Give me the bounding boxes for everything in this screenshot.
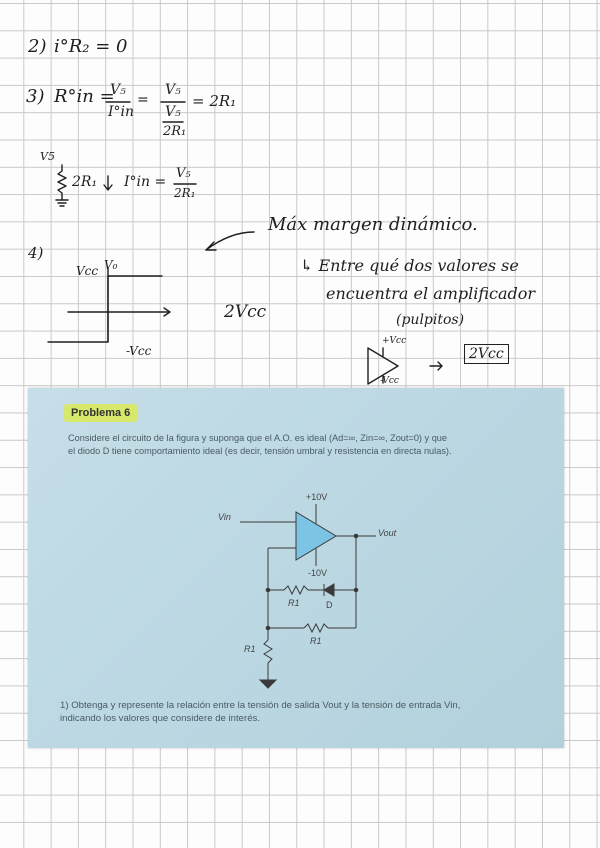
note-max-margin: Máx margen dinámico. (268, 214, 478, 235)
sub3-resistor: 2R₁ (72, 174, 98, 190)
label-vout: Vout (378, 528, 397, 538)
item-3-frac1-den: I°in (108, 104, 135, 120)
opamp-plus-label: +Vcc (382, 336, 407, 346)
handwritten-sketches (0, 0, 600, 390)
label-minus-10v: -10V (308, 568, 328, 578)
note-line-1: ↳ Entre qué dos valores se (300, 256, 519, 275)
item-3-eq: = (137, 92, 149, 108)
item-3-frac2-num: V₅ (165, 82, 181, 98)
pointer-arrow (206, 232, 254, 250)
note-line-2: encuentra el amplificador (326, 284, 536, 303)
ground-symbol (260, 680, 276, 688)
r1-branch-resistor (284, 586, 308, 594)
item-4-swing: 2Vcc (224, 302, 267, 322)
item-4-minus-vcc: -Vcc (126, 344, 152, 358)
diode-symbol (324, 584, 334, 596)
item-4-number: 4) (28, 244, 44, 262)
result-arrow (430, 362, 442, 370)
sub3-current: I°in = (124, 174, 167, 190)
resistor-zigzag (58, 165, 66, 200)
item-3-frac1-num: V₅ (110, 82, 126, 98)
problem-text-line-1: Considere el circuito de la figura y suponga que el A.O. es ideal (Ad=∞, Zin=∞, Zout=0) y que (68, 433, 448, 443)
sub3-source: V5 (40, 150, 55, 163)
label-plus-10v: +10V (306, 492, 328, 502)
item-4-vcc: Vcc (76, 264, 99, 278)
label-r1-feedback: R1 (310, 636, 322, 646)
problem-photo (28, 388, 564, 748)
transfer-curve (48, 276, 162, 342)
sub3-frac-den: 2R₁ (174, 186, 196, 200)
item-3-number: 3) (26, 86, 45, 107)
label-r1-top: R1 (288, 598, 300, 608)
r1-feedback-resistor (304, 624, 328, 632)
item-4-vo: V₀ (104, 258, 118, 272)
item-3-lhs: R°in = (54, 86, 115, 107)
label-vin: Vin (218, 512, 231, 522)
item-3-frac2-mid: V₅ (165, 104, 181, 120)
result-box: 2Vcc (464, 344, 509, 364)
label-diode: D (326, 600, 333, 610)
problem-text-line-2: el diodo D tiene comportamiento ideal (es decir, tensión umbral y resistencia en directa nulas). (68, 446, 452, 456)
label-r1-ground: R1 (244, 644, 256, 654)
question-line-1: 1) Obtenga y represente la relación entre la tensión de salida Vout y la tensión de entrada Vin, (60, 700, 461, 711)
sub3-frac-num: V₅ (176, 166, 191, 181)
opamp-minus-label: -Vcc (380, 376, 399, 386)
current-arrow (104, 176, 112, 190)
circuit-diagram (28, 388, 564, 748)
problem-badge: Problema 6 (64, 404, 137, 422)
item-3-frac2-den: 2R₁ (163, 124, 187, 139)
r1-ground-resistor (264, 640, 272, 663)
note-line-3: (pulpitos) (396, 312, 465, 328)
item-2-number: 2) (28, 36, 47, 57)
question-line-2: indicando los valores que considere de interés. (60, 713, 260, 724)
item-3-result: = 2R₁ (192, 92, 237, 110)
item-2-expression: i°R₂ = 0 (54, 36, 128, 57)
ground-symbol (56, 200, 68, 206)
